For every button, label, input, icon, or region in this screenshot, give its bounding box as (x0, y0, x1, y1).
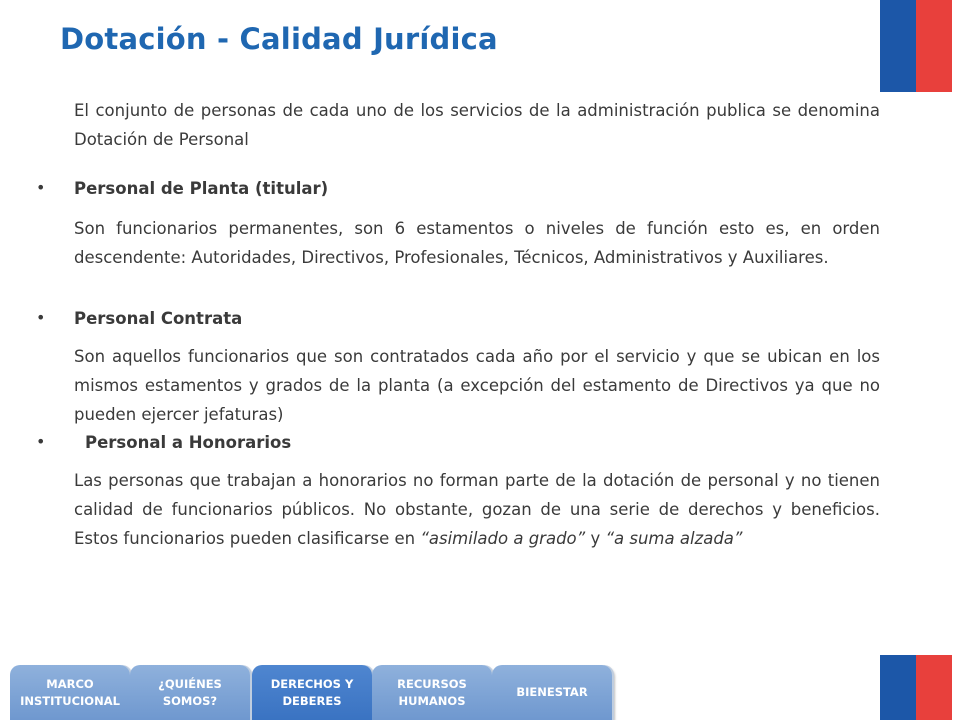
flag-red-top (916, 0, 952, 92)
intro-paragraph: El conjunto de personas de cada uno de los servicios de la administración publica se denomina Dotación de Personal (74, 101, 880, 149)
tab-bienestar[interactable] (492, 665, 612, 720)
flag-blue-top (880, 0, 916, 92)
flag-blue-bottom (880, 655, 916, 720)
joiner-text: y (585, 529, 606, 548)
tab-label: HUMANOS (398, 693, 466, 708)
section-body: Son funcionarios permanentes, son 6 estamentos o niveles de función esto es, en orden descendente: Autoridades, Directivos, Profesionales, Técnicos, Administrativos y Auxiliares. (74, 219, 880, 267)
tab-derechos-deberes[interactable] (252, 665, 372, 720)
section-heading: Personal a Honorarios (85, 433, 292, 452)
bullet-icon: • (36, 178, 46, 197)
tab-quienes-somos[interactable] (130, 665, 250, 720)
bullet-icon: • (36, 432, 46, 451)
tab-recursos-humanos[interactable] (372, 665, 492, 720)
tab-label: DEBERES (282, 693, 342, 708)
section-body-text: Las personas que trabajan a honorarios no forman parte de la dotación de personal y no tienen calidad de funcionarios públicos. No obstante, gozan de una serie de derechos y beneficios. Estos funcionarios pueden clasificarse en (74, 471, 880, 548)
tab-label: RECURSOS (397, 676, 467, 691)
flag-red-bottom (916, 655, 952, 720)
tab-label: BIENESTAR (516, 685, 588, 699)
section-body (74, 466, 880, 553)
tab-label: INSTITUCIONAL (20, 693, 120, 708)
tab-label: DERECHOS Y (270, 676, 354, 691)
tab-label: SOMOS? (162, 693, 218, 708)
section-heading: Personal Contrata (74, 309, 243, 328)
bottom-navigation (0, 665, 620, 720)
tab-marco-institucional[interactable] (10, 665, 130, 720)
bullet-icon: • (36, 308, 46, 327)
section-body: Son aquellos funcionarios que son contratados cada año por el servicio y que se ubican en los mismos estamentos y grados de la planta (a excepción del estamento de Directivos ya que no pueden ejercer jefaturas) (74, 347, 880, 424)
tab-label: MARCO (46, 676, 94, 691)
term-suma-alzada: “a suma alzada” (605, 529, 743, 548)
section-heading: Personal de Planta (titular) (74, 179, 329, 198)
tab-label: ¿QUIÉNES (158, 676, 222, 691)
term-asimilado: “asimilado a grado” (420, 529, 586, 548)
page-title: Dotación - Calidad Jurídica (60, 22, 498, 56)
